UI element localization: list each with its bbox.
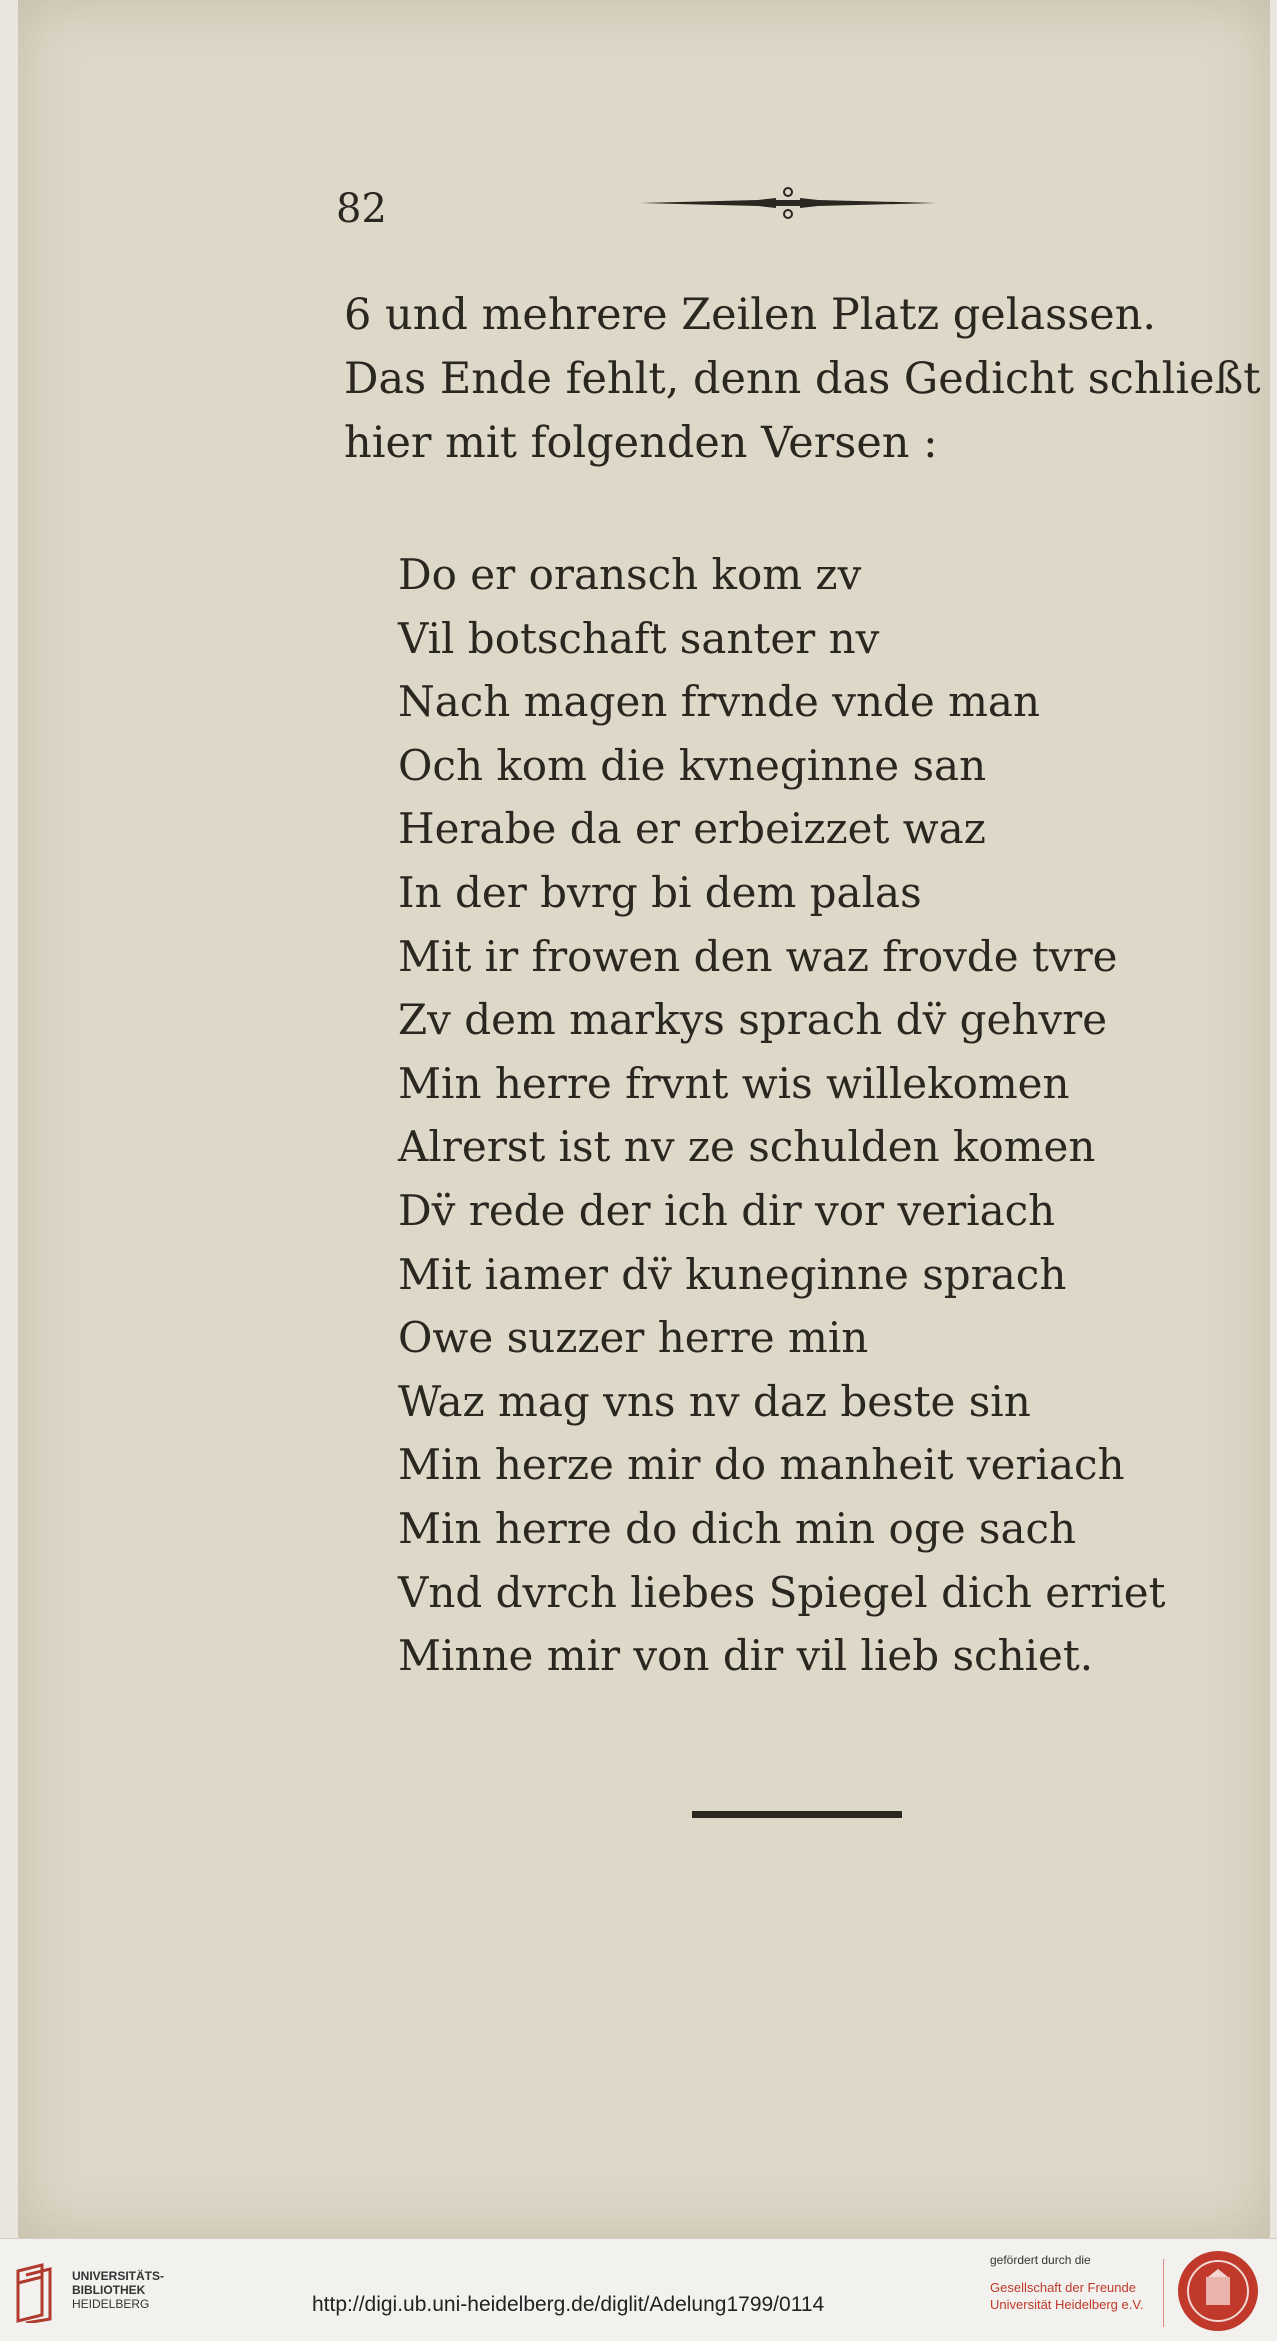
- sponsor-label: gefördert durch die: [990, 2253, 1091, 2267]
- poem-line: Nach magen frvnde vnde man: [398, 677, 1040, 727]
- university-seal-icon: [1176, 2249, 1260, 2333]
- poem-line: Herabe da er erbeizzet waz: [398, 804, 986, 854]
- prose-paragraph: [344, 283, 1264, 475]
- prose-line: 6 und mehrere Zeilen Platz gelassen.: [344, 290, 1157, 340]
- library-name-line: UNIVERSITÄTS-: [72, 2269, 165, 2283]
- prose-line: Das Ende fehlt, denn das Gedicht schließt: [344, 354, 1261, 404]
- library-name: [72, 2269, 164, 2311]
- poem-line: Vnd dvrch liebes Spiegel dich erriet: [398, 1567, 1166, 1617]
- sponsor-block: [990, 2253, 1150, 2313]
- poem-line: Min herze mir do manheit veriach: [398, 1440, 1125, 1490]
- library-name-line: BIBLIOTHEK: [72, 2283, 146, 2297]
- prose-line: hier mit folgenden Versen :: [344, 418, 938, 468]
- poem-line: Min herre do dich min oge sach: [398, 1503, 1077, 1553]
- poem-line: Waz mag vns nv daz beste sin: [398, 1376, 1031, 1426]
- poem-line: Och kom die kvneginne san: [398, 740, 987, 790]
- scanned-page: [18, 0, 1270, 2238]
- poem-line: Alrerst ist nv ze schulden komen: [398, 1122, 1096, 1172]
- poem-line: Mit ir frowen den waz frovde tvre: [398, 931, 1118, 981]
- poem-line: Owe suzzer herre min: [398, 1313, 869, 1363]
- poem-line: Dv̈ rede der ich dir vor veriach: [398, 1185, 1056, 1235]
- sponsor-org-line: Gesellschaft der Freunde: [990, 2280, 1136, 2295]
- page-number: 82: [336, 186, 387, 232]
- poem-line: Minne mir von dir vil lieb schiet.: [398, 1631, 1094, 1681]
- decorative-rule-ornament: [638, 183, 938, 223]
- footer-divider: [1163, 2259, 1164, 2327]
- poem-line: Vil botschaft santer nv: [398, 613, 880, 663]
- end-rule: [692, 1811, 902, 1818]
- sponsor-org-line: Universität Heidelberg e.V.: [990, 2297, 1144, 2312]
- poem-line: Zv dem markys sprach dv̈ gehvre: [398, 995, 1108, 1045]
- library-name-line: HEIDELBERG: [72, 2297, 150, 2311]
- poem-verses: [398, 543, 1165, 1688]
- footer-bar: [0, 2238, 1277, 2341]
- poem-line: Mit iamer dv̈ kuneginne sprach: [398, 1249, 1067, 1299]
- permalink-url[interactable]: http://digi.ub.uni-heidelberg.de/diglit/Adelung1799/0114: [312, 2293, 825, 2316]
- poem-line: Min herre frvnt wis willekomen: [398, 1058, 1070, 1108]
- library-logo-icon: [12, 2263, 62, 2323]
- poem-line: In der bvrg bi dem palas: [398, 867, 922, 917]
- poem-line: Do er oransch kom zv: [398, 550, 862, 599]
